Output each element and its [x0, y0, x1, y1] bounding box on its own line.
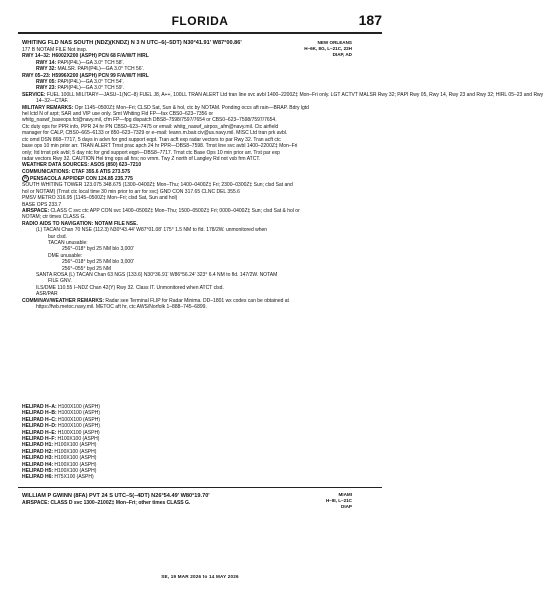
page-number: 187: [358, 12, 382, 28]
airport-title: [22, 40, 348, 47]
helipad-item: HELIPAD H–A: H100X100 (ASPH): [22, 404, 100, 410]
entry-line-text: RWY 23: PAPI(P4L)—GA 3.0° TCH 59'.: [36, 85, 124, 92]
entry-line-text: ILS/DME 110.55 I–NDZ Chan 42(Y) Rwy 32. Class IT. Unmonitored when ATCT clsd.: [36, 284, 224, 291]
entry-line-text: RWY 14: PAPI(P4L)—GA 3.0° TCH 58'.: [36, 59, 124, 66]
entry-line-text: SOUTH WHITING TOWER 123.075 348.675 (1300–0400Z‡ Mon–Thu; 1400–0400Z‡ Fri; 2300–0300Z‡ Sun; clsd Sat and: [22, 182, 293, 189]
page-footer: SE, 19 MAR 2026 to 14 MAY 2026: [161, 574, 239, 579]
entry-line-text: MILITARY REMARKS: Opr 1145–0500Z‡ Mon–Fri; CLSD Sat, Sun & hol, ctc by NOTAM. Ponding occs aft rain—BRAP. Bdry lgtd: [22, 104, 309, 111]
entry-line-text: ctc omd DSN 868–7717, 5 days in advn for gnd support eqpt. Tran acft exp radar vectors to par Rwy 32. Tran acft ctc: [22, 136, 281, 143]
entry-line-text: COMM/NAV/WEATHER REMARKS: Radar see Terminal FLIP for Radar Minima. DD–1801 wx codes can be obtained at: [22, 297, 289, 304]
helipad-item: HELIPAD H–E: H100X100 (ASPH): [22, 429, 100, 436]
entry-line-text: 177 B NOTAM FILE Not insp.: [22, 47, 88, 53]
entry-line-text: ASR/PAR: [36, 291, 58, 298]
side-ref: NEW ORLEANS: [317, 40, 352, 45]
entry-line-text: PMSV METRO 316.95 (1145–0500Z‡ Mon–Fri; clsd Sat, Sun and hol): [22, 195, 178, 202]
side-ref: H–6K, 8G, L–21C, 22H: [304, 46, 352, 51]
airport-title: WILLIAM P GWINN (8FA) PVT 24 S UTC–5(–4DT) N26°54.49' W80°19.70': [22, 493, 210, 499]
entry-line-text: Ctc duty ops for PPR info, PPR 24 hr PN CBS0–623–7475 or email: whitg_naswf_airpos_afm@navy.mil. Ctc airfield: [22, 123, 279, 130]
entry-line-text: (L) TACAN Chan 70 NSE (112.3) N30°43.44' W87°01.08' 175° 1.5 NM to fld. 178/2W. unmonitored when: [36, 227, 268, 234]
helipad-item: HELIPAD H1: H100X100 (ASPH): [22, 442, 97, 449]
helipad-item: HELIPAD H–B: H100X100 (ASPH): [22, 410, 100, 417]
entry-line-text: only; Itd trnst prk avbl; 5 day ntc for gnd support eqpt—DBS8–7717. Trnst ctc Base Ops 10 min prior arr. Trst par exp: [22, 149, 280, 156]
entry-line-text: hol or NOTAM) (Trnst ctc local time 30 min prior to arr for svc) GND CON 317.65 CLNC DEL 355.6: [22, 188, 240, 195]
state-heading: FLORIDA: [171, 14, 229, 28]
entry-line-text: 256°–055° byd 25 NM: [62, 265, 112, 272]
entry-line-text: BASE OPS 233.7: [22, 201, 62, 208]
entry-line-text: https://fwb.metoc.navy.mil. METOC aft hr, ctc AWS/Norfolk 1–888–745–6899.: [36, 304, 207, 311]
entry-line-text: whitg_naswf_baseops.fct@navy.mil, cfm FP—fpg dispatch DBS8–7598/7597/7654 or CBS0–623–7598/7597/7654.: [22, 117, 277, 124]
helipad-item: HELIPAD H–C: H100X100 (ASPH): [22, 416, 100, 423]
entry-line: [22, 304, 348, 310]
entry-line-text: AIRSPACE: CLASS C svc ctc APP CON svc 1400–0500Z‡ Mon–Thu; 1500–0500Z‡ Fri; 0000–0400Z‡ Sun; clsd Sat & hol or: [22, 207, 300, 214]
entry-line-text: WEATHER DATA SOURCES: ASOS (850) 623–7210: [22, 162, 142, 169]
helipad-item: HELIPAD H2: H100X100 (ASPH): [22, 448, 97, 455]
entry-line-text: 256°–018° byd 25 NM blo 3,000': [62, 259, 134, 266]
entry-line: [22, 91, 543, 98]
entry-line-text: PENSACOLA APP/DEP CON 124.85 235.775: [30, 175, 133, 182]
entry-line-text: base ops 10 min prior arr. TRAN ALERT Trnst prac apch 24 hr PPR—DBS8–7598. Trnst line svc avbl 1400–2200Z‡ Mon–Fri: [22, 143, 298, 150]
helipad-item: HELIPAD H6: H75X100 (ASPH): [22, 474, 94, 481]
helipad-item: HELIPAD H–D: H100X100 (ASPH): [22, 423, 100, 430]
side-ref: MIAMI: [338, 492, 352, 497]
entry-line-text: RWY 14–32: H6002X200 (ASPH) PCN 68 F/A/W/T HIRL: [22, 53, 149, 60]
entry-line-text: RADIO AIDS TO NAVIGATION: NOTAM FILE NSE.: [22, 220, 138, 227]
entry-line-text: TACAN unusable:: [48, 240, 88, 247]
helipad-list: [22, 404, 348, 481]
entry-line-text: RWY 05: PAPI(P4L)—GA 3.0° TCH 54'.: [36, 79, 124, 86]
entry-line-text: SERVICE: FUEL 100LL MILITARY—JASU–1(NC–8) FUEL J8, A++, 100LL TRAN ALERT Ltd tran line svc avbl 1400–2200Z‡ Mon–Fri only. LGT ACTVT MALSR Rwy 32; PAPI Rwy 05, Rwy 14, Rwy 23 and Rwy 32; HIRL 05–23 and Rwy: [22, 91, 543, 98]
entry-line-text: manager for CALP, CBS0–665–6133 or 850–623–7329 or e–mail: leann.m.bair.civ@us.navy.mil. MISC Ltd tran prk avbl.: [22, 130, 288, 137]
entry-line-text: FILE GNV.: [48, 278, 72, 285]
helipad-item: HELIPAD H–F: H100X100 (ASPH): [22, 436, 100, 443]
entry-line-text: RWY 05–23: H5996X200 (ASPH) PCN 99 F/A/W/T HIRL: [22, 72, 149, 79]
entry-line-text: hel lctd N of arpt; SAR and VIP use only. Smt Whiting Fld FP—fax CBS0–623–7356 or: [22, 111, 214, 118]
entry-line-text: SANTA ROSA (L) TACAN Chan 63 NGS (133.6) N30°36.91' W86°56.24' 323° 6.4 NM to fld. 147/2W. NOTAM: [36, 272, 278, 279]
header-rule: [18, 32, 382, 34]
entry-line-text: NOTAM; ctr times CLASS G.: [22, 214, 86, 221]
entry-line-text: radar vectors Rwy 32. CAUTION Hel trng ops all hrs; no vrnm. Twy Z north of Langley Rd not vsb frm ATCT.: [22, 155, 261, 162]
helipad-item: HELIPAD H3: H100X100 (ASPH): [22, 455, 97, 462]
airspace-line: AIRSPACE: CLASS D svc 1300–2100Z‡ Mon–Fri; other times CLASS G.: [22, 500, 191, 506]
entry-line-text: 14–32—CTAF.: [36, 98, 69, 105]
entry-line-text: WHITING FLD NAS SOUTH (NDZ)(KNDZ) N 3 N UTC–6(–5DT) N30°41.91' W87°00.86': [22, 40, 242, 46]
airport-entry-gwinn: [22, 493, 348, 506]
side-ref: H–8I, L–21C: [325, 498, 352, 503]
side-ref: DIAP: [341, 504, 352, 509]
entry-line-text: COMMUNICATIONS: CTAF 355.6 ATIS 273.575: [22, 168, 131, 175]
page-header: [18, 10, 382, 30]
helipad-item: HELIPAD H5: H100X100 (ASPH): [22, 468, 97, 475]
entry-line-text: DME unusable:: [48, 252, 83, 259]
entry-divider: [18, 487, 382, 488]
radar-symbol-icon: R: [22, 175, 29, 182]
entry-line: [22, 175, 348, 182]
entry-line-text: RWY 32: MALSR. PAPI(P4L)—GA 3.0° TCH 56'.: [36, 66, 144, 73]
side-ref: DIAP, AD: [332, 52, 352, 57]
entry-line-text: bur clsd.: [48, 233, 67, 240]
airport-entry-whiting: [22, 40, 543, 311]
entry-line-text: 256°–018° byd 25 NM blo 3,000': [62, 246, 134, 253]
helipad-item: HELIPAD H4: H100X100 (ASPH): [22, 461, 97, 468]
